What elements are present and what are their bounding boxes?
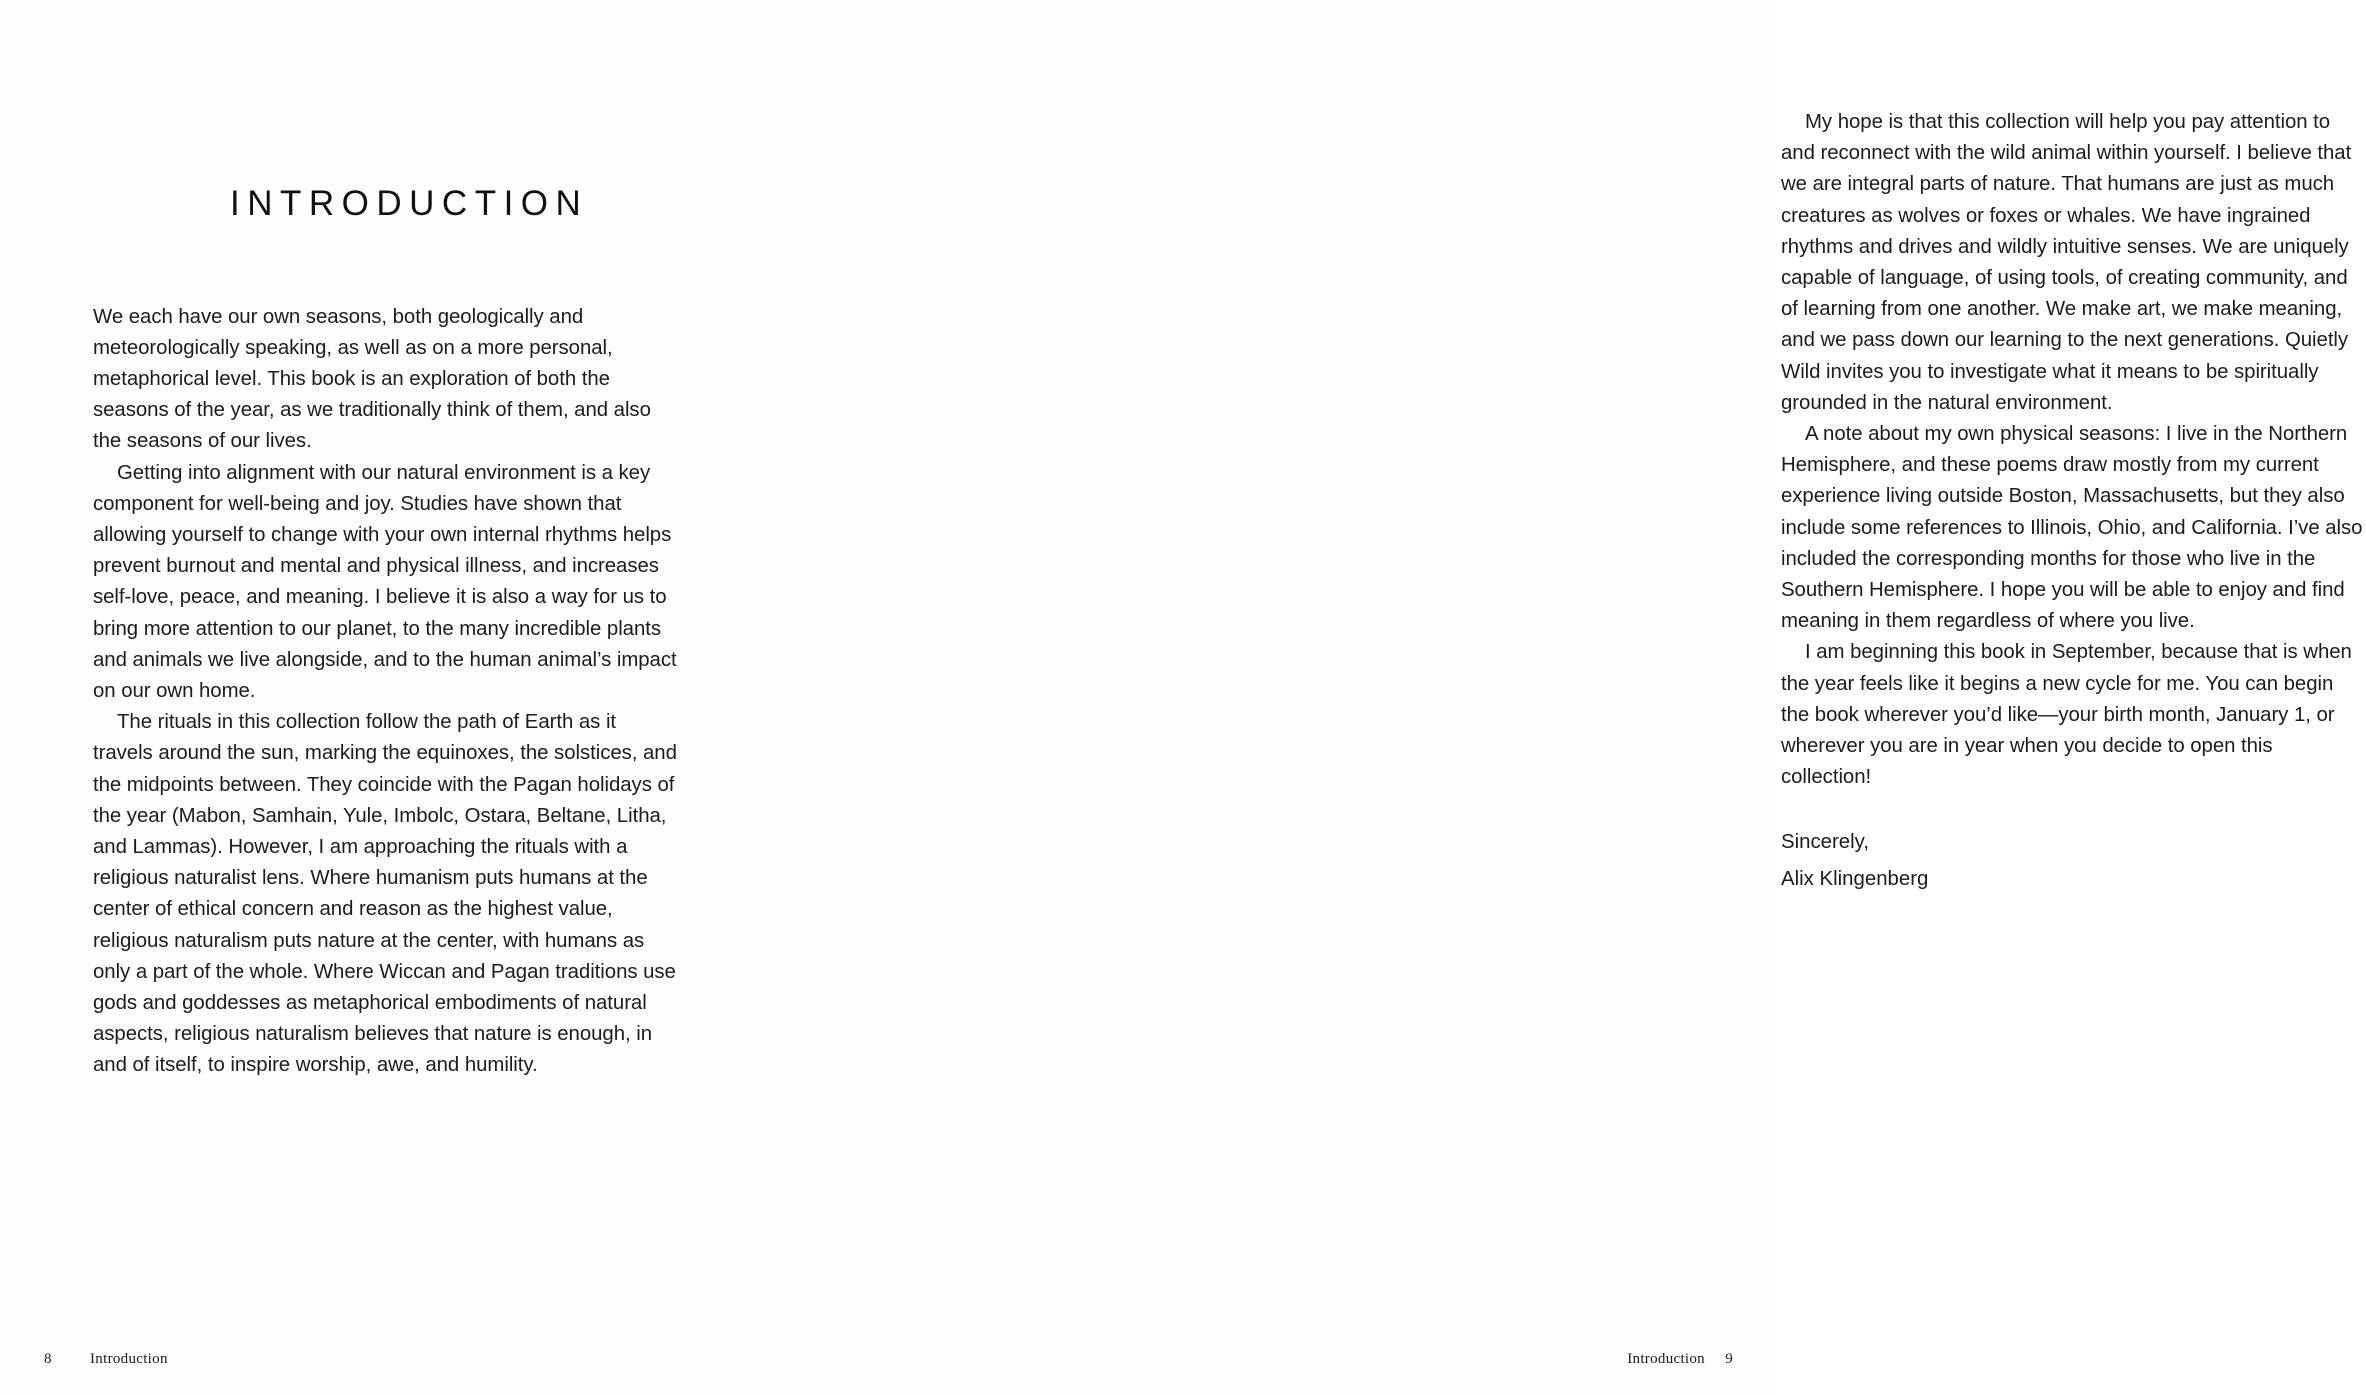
- left-page-footer: [0, 1335, 888, 1395]
- paragraph: A note about my own physical seasons: I live in the Northern Hemisphere, and these poems draw mostly from my current experience living outside Boston, Massachusetts, but they also include some references to Illinois, Ohio, and California. I’ve also included the corresponding months for those who live in the Southern Hemisphere. I hope you will be able to enjoy and find meaning in them regardless of where you live.: [1781, 423, 2363, 633]
- running-head: Introduction: [1627, 1351, 1705, 1367]
- paragraph: Getting into alignment with our natural environment is a key component for well-being and joy. Studies have shown that allowing yourself to change with your own internal rhythms helps prevent burnout and mental and physical illness, and increases self-love, peace, and meaning. I believe it is also a way for us to bring more attention to our planet, to the many incredible plants and animals we live alongside, and to the human animal’s impact on our own home.: [93, 461, 677, 702]
- right-page-text-column: [1781, 107, 2366, 898]
- page-title: INTRODUCTION: [230, 184, 589, 223]
- page-number: 9: [1725, 1351, 1733, 1367]
- running-head: Introduction: [90, 1351, 168, 1367]
- page-number: 8: [44, 1351, 52, 1367]
- left-page-text-column: [93, 185, 681, 1082]
- left-page: [0, 0, 888, 1395]
- signature-closing: Sincerely,: [1781, 831, 1870, 854]
- signature-name: Alix Klingenberg: [1781, 868, 1929, 891]
- paragraph: The rituals in this collection follow the path of Earth as it travels around the sun, marking the equinoxes, the solstices, and the midpoints between. They coincide with the Pagan holidays of the year (Mabon, Samhain, Yule, Imbolc, Ostara, Beltane, Litha, and Lammas). However, I am approaching the rituals with a religious naturalist lens. Where humanism puts humans at the center of ethical concern and reason as the highest value, religious naturalism puts nature at the center, with humans as only a part of the whole. Where Wiccan and Pagan traditions use gods and goddesses as metaphorical embodiments of natural aspects, religious naturalism believes that nature is enough, in and of itself, to inspire worship, awe, and humility.: [93, 711, 677, 1077]
- paragraph: I am beginning this book in September, because that is when the year feels like it begins a new cycle for me. You can begin the book wherever you’d like—your birth month, January 1, or wherever you are in year when you decide to open this collection!: [1781, 641, 2352, 789]
- right-page: [888, 0, 2363, 1395]
- right-page-footer: [888, 1335, 1777, 1395]
- signature-block: [1781, 824, 2366, 898]
- paragraph: My hope is that this collection will help you pay attention to and reconnect with the wild animal within yourself. I believe that we are integral parts of nature. That humans are just as much creatures as wolves or foxes or whales. We have ingrained rhythms and drives and wildly intuitive senses. We are uniquely capable of language, of using tools, of creating community, and of learning from one another. We make art, we make meaning, and we pass down our learning to the next generations. Quietly Wild invites you to investigate what it means to be spiritually grounded in the natural environment.: [1781, 111, 2352, 414]
- paragraph: We each have our own seasons, both geologically and meteorologically speaking, as well as on a more personal, metaphorical level. This book is an exploration of both the seasons of the year, as we traditionally think of them, and also the seasons of our lives.: [93, 305, 651, 453]
